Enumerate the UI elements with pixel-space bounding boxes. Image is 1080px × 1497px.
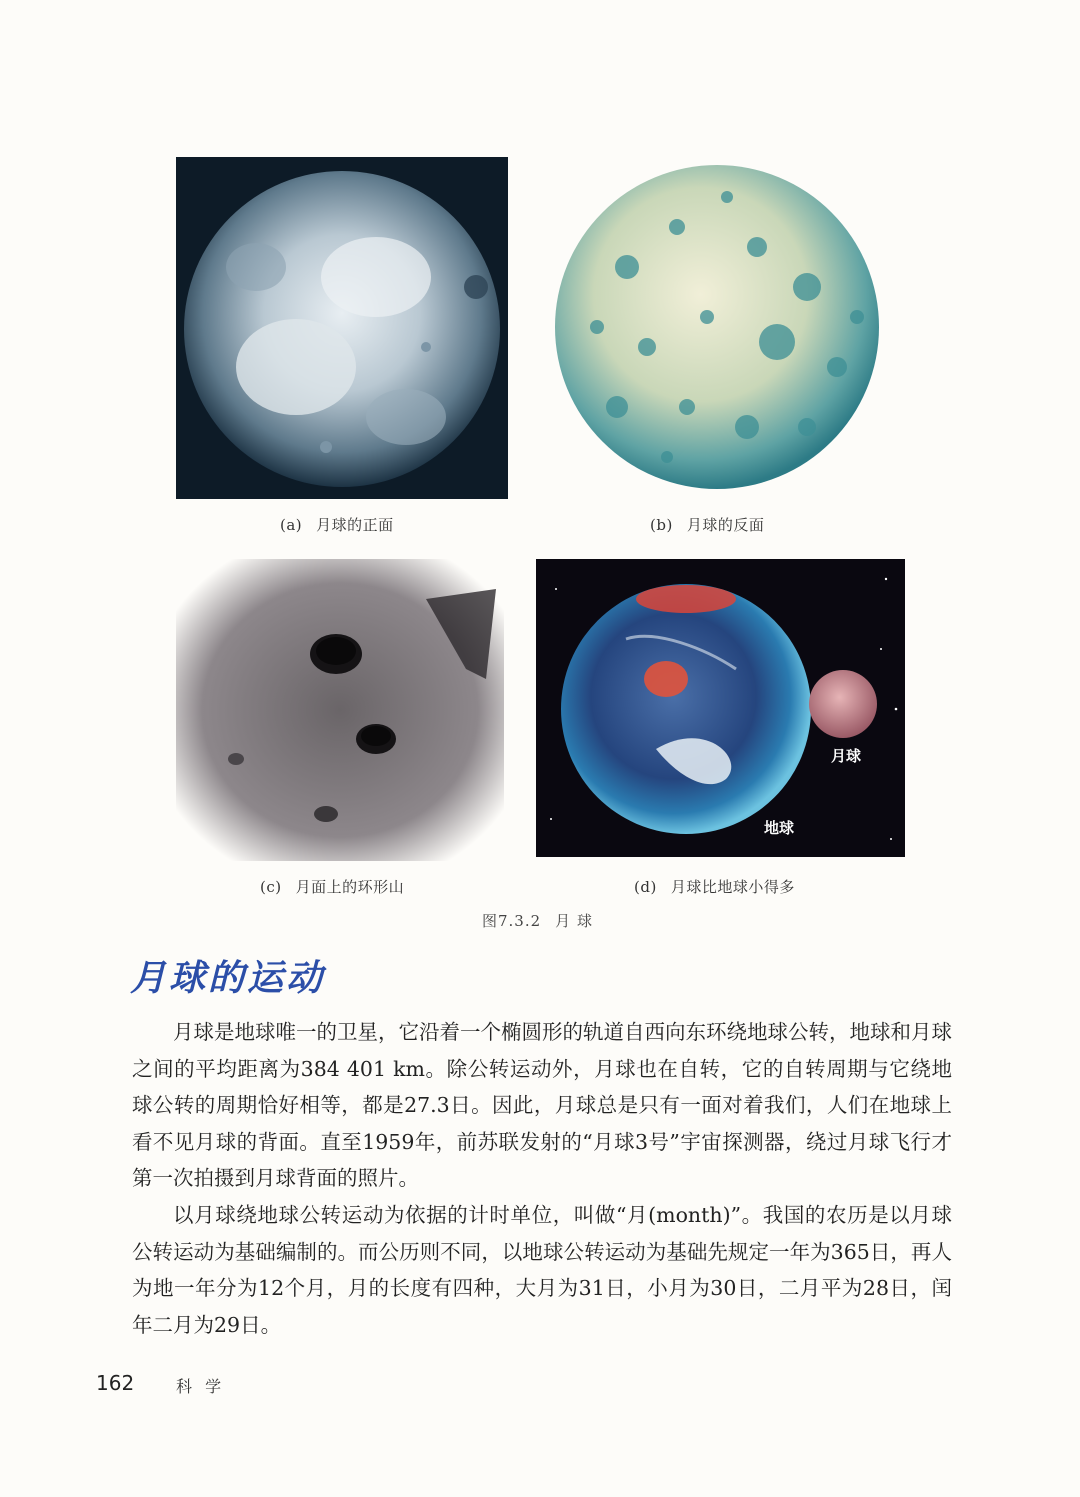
caption-text: 月球的正面 (316, 516, 394, 534)
book-title: 科 学 (176, 1377, 226, 1396)
moon-near-side-photo (176, 157, 508, 499)
body-paragraph: 以月球绕地球公转运动为依据的计时单位，叫做“月(month)”。我国的农历是以月球公转运动为基础编制的。而公历则不同，以地球公转运动为基础先规定一年为365日，再人为地一年分为12个月，月的长度有四种，大月为31日，小月为30日，二月平为28日，闰年二月为29日。 (132, 1203, 952, 1337)
earth-label: 地球 (764, 819, 795, 837)
caption-label: (d) (634, 878, 657, 896)
caption-text: 月球比地球小得多 (670, 878, 795, 896)
figure-caption-a (280, 514, 394, 535)
moon-label: 月球 (831, 747, 862, 765)
moon-far-side-illustration (537, 157, 895, 495)
caption-text: 月球的反面 (686, 516, 765, 534)
figure-title (482, 910, 593, 931)
caption-label: (c) (260, 878, 282, 896)
caption-label: (b) (650, 516, 673, 534)
figure-title-text: 月 球 (555, 912, 593, 930)
figure-number: 图7.3.2 (482, 912, 542, 930)
caption-label: (a) (280, 516, 303, 534)
caption-text: 月面上的环形山 (295, 878, 405, 896)
body-paragraph: 月球是地球唯一的卫星，它沿着一个椭圆形的轨道自西向东环绕地球公转，地球和月球之间的平均距离为384 401 km。除公转运动外，月球也在自转，它的自转周期与它绕地球公转的周期恰好相等，都是27.3日。因此，月球总是只有一面对着我们，人们在地球上看不见月球的背面。直至1959年，前苏联发射的“月球3号”宇宙探测器，绕过月球飞行才第一次拍摄到月球背面的照片。 (132, 1020, 952, 1190)
figure-caption-b (650, 514, 764, 535)
section-heading: 月球的运动 (130, 958, 326, 999)
earth-moon-size-comparison (536, 559, 905, 857)
page-number: 162 (96, 1371, 135, 1395)
lunar-craters-photo (176, 559, 504, 861)
figure-caption-d (634, 876, 795, 897)
figure-caption-c (260, 876, 404, 897)
